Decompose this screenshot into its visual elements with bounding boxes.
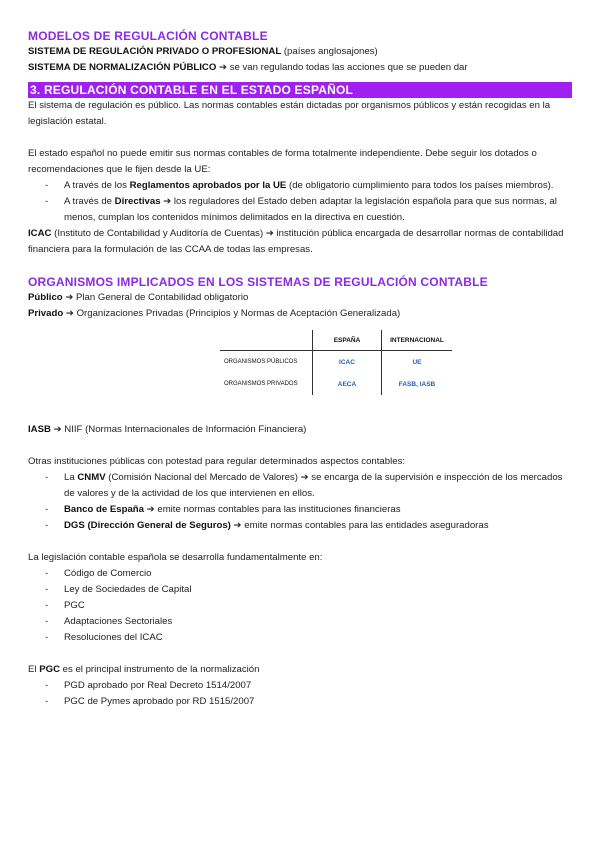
section-3-title: 3. REGULACIÓN CONTABLE EN EL ESTADO ESPAÑOL bbox=[28, 82, 572, 98]
otras-intro: Otras instituciones públicas con potestad para regular determinados aspectos contables: bbox=[28, 456, 406, 467]
list-item: - PGC de Pymes aprobado por RD 1515/2007 bbox=[45, 694, 572, 710]
list-item: - DGS (Dirección General de Seguros) ➔ emite normas contables para las entidades aseguradoras bbox=[45, 518, 572, 534]
list-item: - Ley de Sociedades de Capital bbox=[45, 582, 572, 598]
legislacion-list bbox=[28, 566, 572, 646]
pgc-list bbox=[28, 678, 572, 710]
otras-list bbox=[28, 470, 572, 534]
list-item: - Código de Comercio bbox=[45, 566, 572, 582]
publico-line: Público ➔ Plan General de Contabilidad obligatorio bbox=[28, 292, 249, 303]
list-item: - Resoluciones del ICAC bbox=[45, 630, 572, 646]
cell-internacional: FASB, IASB bbox=[382, 373, 453, 395]
icac-line: ICAC (Instituto de Contabilidad y Auditoría de Cuentas) ➔ institución pública encargada de desarrollar normas de contabilidad financiera para la formulación de las CCAA de todas las empresas. bbox=[28, 228, 564, 255]
list-item: - Adaptaciones Sectoriales bbox=[45, 614, 572, 630]
section-3-para-2: El estado español no puede emitir sus normas contables de forma totalmente independiente. Debe seguir los dotados o recomendaciones que le fijen desde la UE: bbox=[28, 148, 537, 175]
iasb-line: IASB ➔ NIIF (Normas Internacionales de Información Financiera) bbox=[28, 424, 307, 435]
row-label: ORGANISMOS PÚBLICOS bbox=[224, 359, 298, 365]
list-item: - Banco de España ➔ emite normas contables para las instituciones financieras bbox=[45, 502, 572, 518]
organismos-table bbox=[220, 330, 452, 395]
list-item: - La CNMV (Comisión Nacional del Mercado de Valores) ➔ se encarga de la supervisión e inspección de los mercados de valores y de la actividad de los que intervienen en ellos. bbox=[45, 470, 572, 502]
cell-internacional: UE bbox=[382, 351, 453, 374]
table-row bbox=[220, 351, 452, 374]
header-espana: ESPAÑA bbox=[313, 330, 382, 351]
list-item: - PGD aprobado por Real Decreto 1514/2007 bbox=[45, 678, 572, 694]
row-label: ORGANISMOS PRIVADOS bbox=[224, 381, 298, 387]
table-row bbox=[220, 373, 452, 395]
models-title: MODELOS DE REGULACIÓN CONTABLE bbox=[28, 29, 268, 43]
organismos-title: ORGANISMOS IMPLICADOS EN LOS SISTEMAS DE REGULACIÓN CONTABLE bbox=[28, 275, 488, 289]
organismos-table-wrap bbox=[28, 322, 572, 422]
header-internacional: INTERNACIONAL bbox=[382, 330, 453, 351]
privado-line: Privado ➔ Organizaciones Privadas (Principios y Normas de Aceptación Generalizada) bbox=[28, 308, 401, 319]
list-item: - PGC bbox=[45, 598, 572, 614]
cell-espana: AECA bbox=[313, 373, 382, 395]
models-line-2: SISTEMA DE NORMALIZACIÓN PÚBLICO ➔ se van regulando todas las acciones que se pueden dar bbox=[28, 62, 468, 73]
legislacion-intro: La legislación contable española se desarrolla fundamentalmente en: bbox=[28, 552, 323, 563]
models-line-1: SISTEMA DE REGULACIÓN PRIVADO O PROFESIONAL (países anglosajones) bbox=[28, 46, 378, 57]
list-item: - A través de Directivas ➔ los reguladores del Estado deben adaptar la legislación española para que sus normas, al menos, cumplan los contenidos mínimos delimitados en la directiva en cuestión. bbox=[45, 194, 572, 226]
pgc-intro: El PGC es el principal instrumento de la normalización bbox=[28, 664, 260, 675]
list-item: - A través de los Reglamentos aprobados por la UE (de obligatorio cumplimiento para todos los países miembros). bbox=[45, 178, 572, 194]
ue-list bbox=[28, 178, 572, 226]
section-3-para-1: El sistema de regulación es público. Las normas contables están dictadas por organismos públicos y están recogidas en la legislación estatal. bbox=[28, 100, 551, 127]
cell-espana: ICAC bbox=[313, 351, 382, 374]
